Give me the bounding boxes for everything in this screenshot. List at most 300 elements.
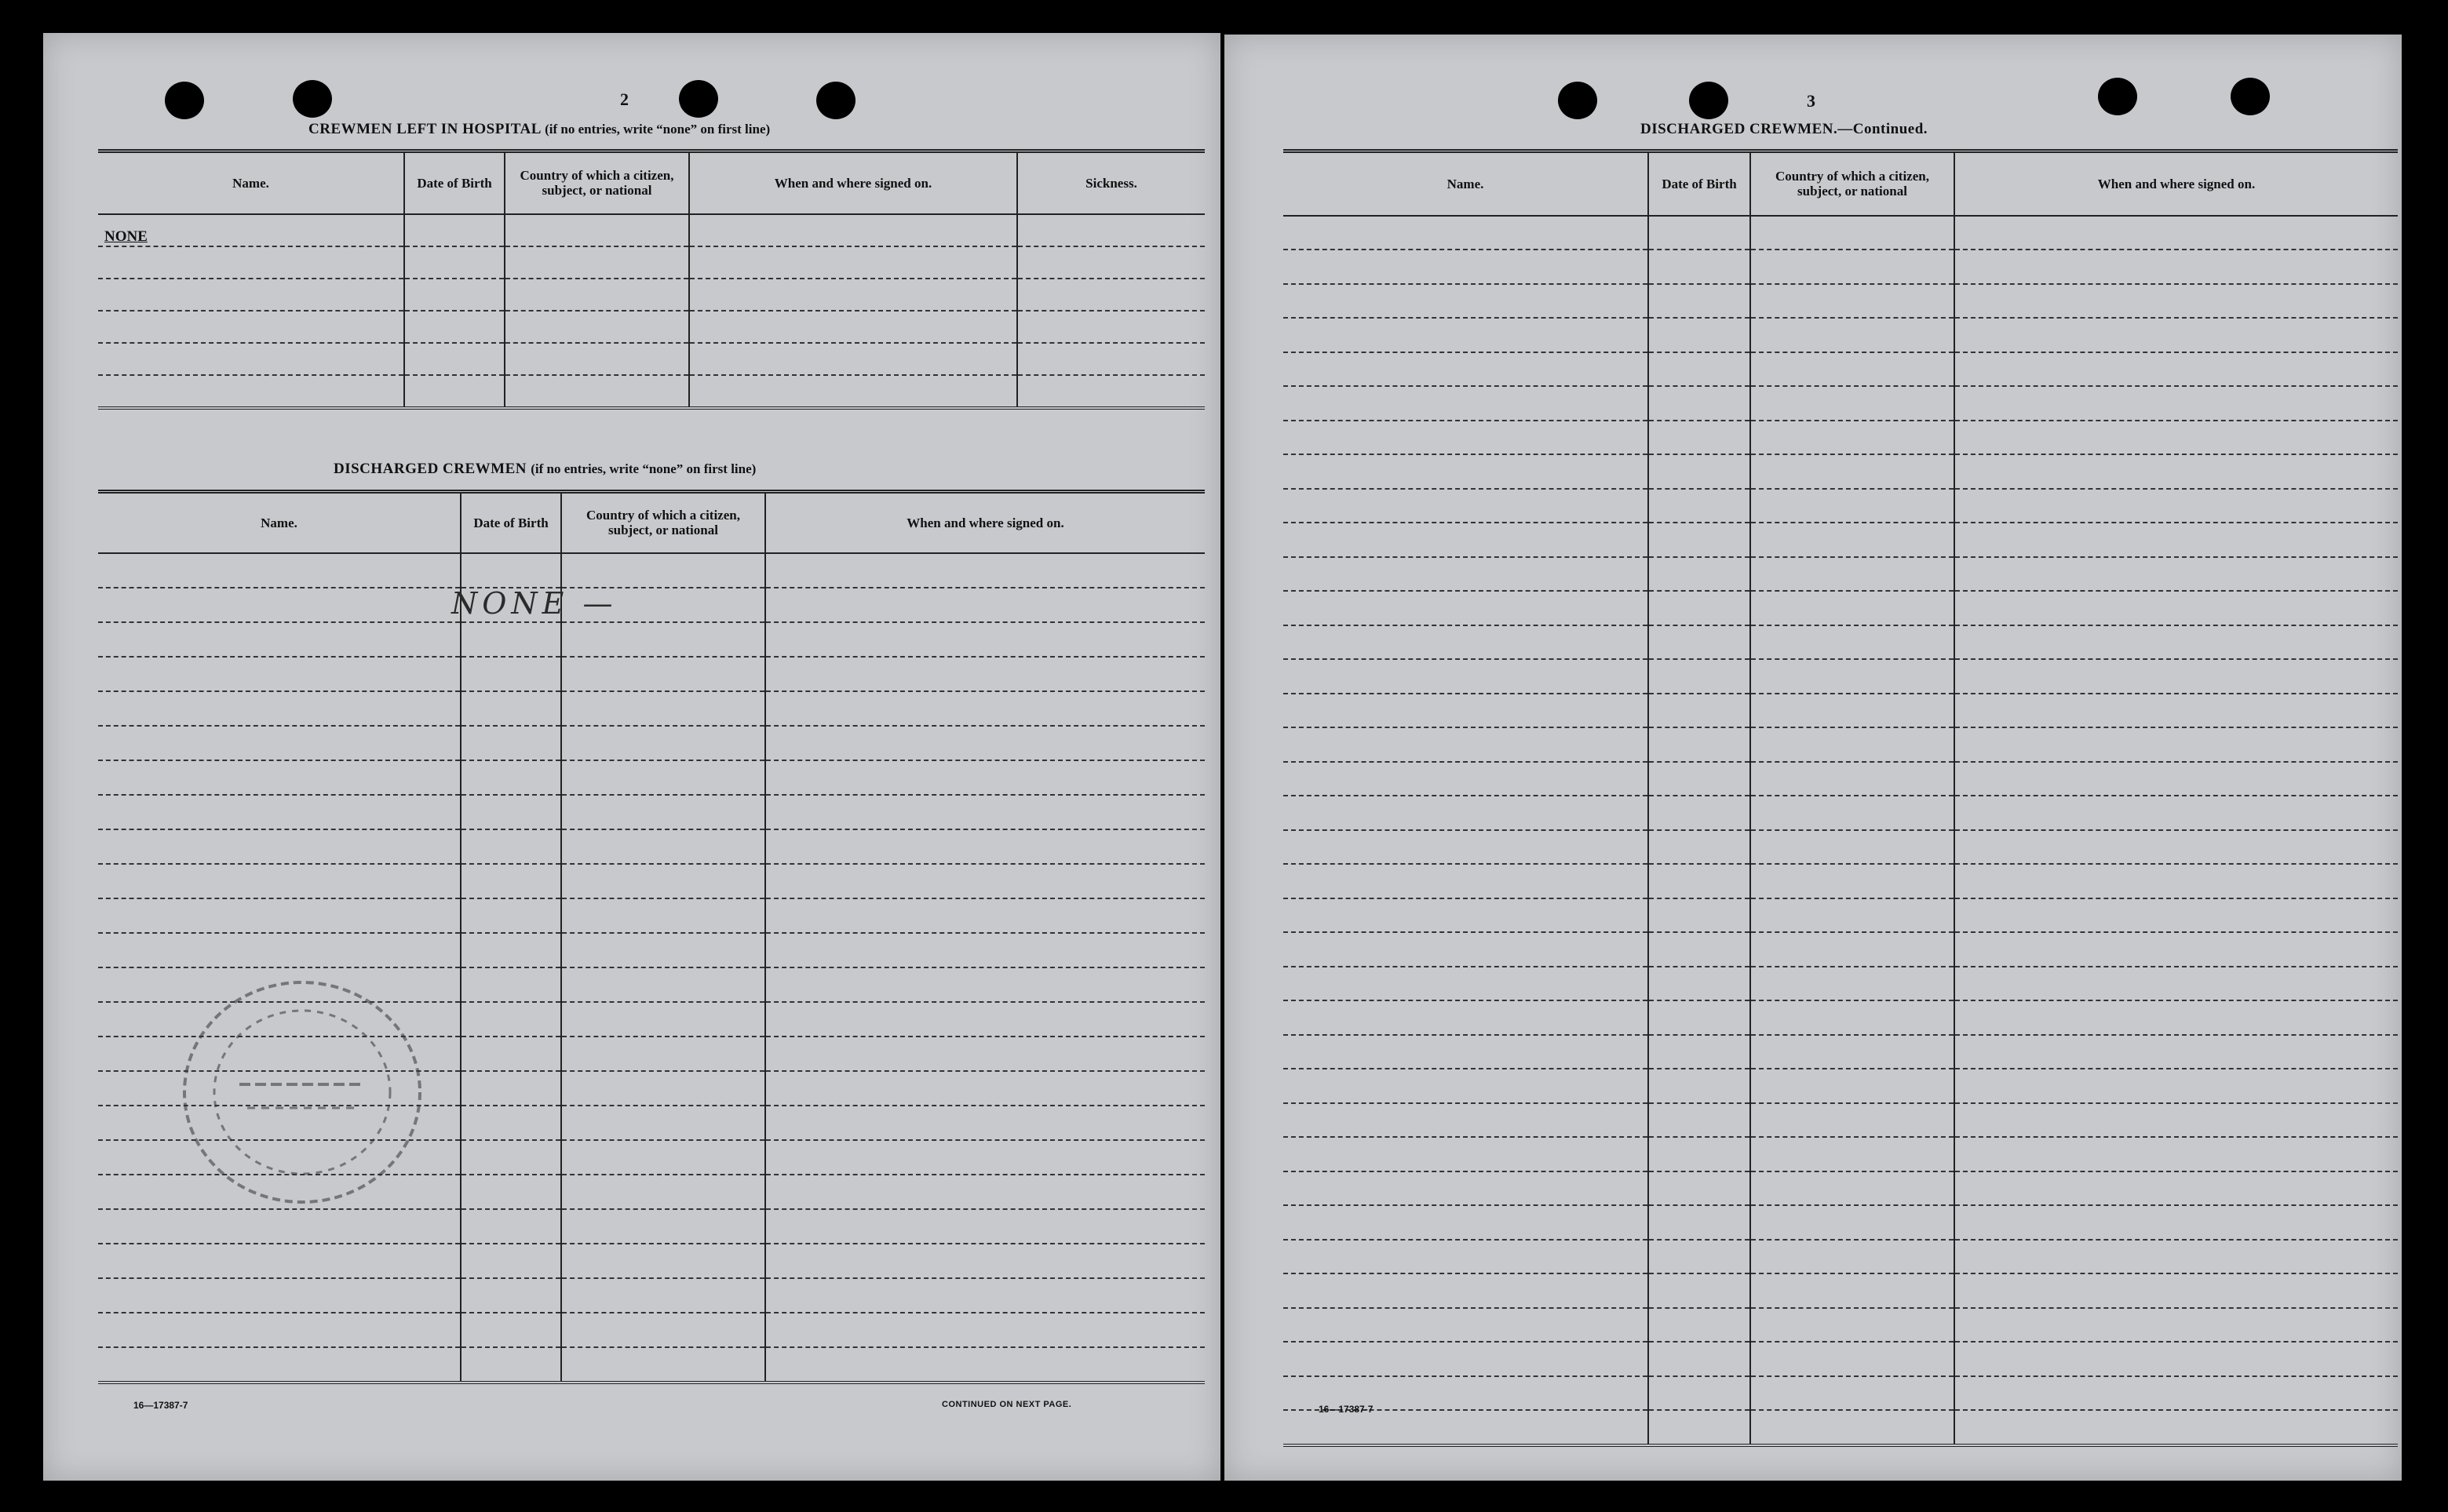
table-cell — [1954, 318, 2398, 352]
table-cell — [1648, 625, 1750, 660]
table-cell — [1648, 932, 1750, 967]
right-page — [1224, 35, 2402, 1481]
table-cell — [1750, 454, 1954, 489]
table-row — [98, 214, 1205, 246]
table-cell — [461, 1071, 561, 1106]
table-cell — [1954, 1137, 2398, 1171]
punch-hole — [293, 80, 332, 118]
table-cell — [505, 246, 689, 279]
table-cell — [1648, 1205, 1750, 1240]
table-row — [1283, 489, 2398, 523]
table-cell — [561, 967, 765, 1002]
table-cell — [1283, 318, 1648, 352]
table-cell — [1283, 250, 1648, 284]
table-row — [1283, 250, 2398, 284]
header-signed-on: When and where signed on. — [689, 151, 1017, 214]
table-cell — [1648, 1035, 1750, 1069]
table-row — [1283, 1410, 2398, 1445]
table-cell — [1750, 591, 1954, 625]
table-cell — [461, 1209, 561, 1244]
table-cell — [461, 1313, 561, 1347]
table-cell — [1283, 830, 1648, 865]
table-row — [1283, 1103, 2398, 1138]
table-cell — [1750, 1205, 1954, 1240]
table-cell — [561, 829, 765, 864]
table-cell — [561, 553, 765, 588]
table-cell — [1750, 864, 1954, 898]
table-cell — [1954, 932, 2398, 967]
table-row — [98, 343, 1205, 375]
table-cell — [1283, 898, 1648, 933]
discharged-title-main: DISCHARGED CREWMEN — [334, 461, 527, 477]
table-cell — [765, 1106, 1205, 1140]
table-row — [1283, 796, 2398, 830]
table-row — [1283, 557, 2398, 592]
table-cell — [461, 829, 561, 864]
table-cell — [1750, 1410, 1954, 1445]
discharged-section-title — [334, 461, 756, 478]
table-row — [98, 864, 1205, 898]
table-row — [1283, 1137, 2398, 1171]
table-cell — [1750, 659, 1954, 694]
table-cell — [1750, 250, 1954, 284]
table-row — [1283, 1273, 2398, 1308]
punch-hole — [679, 80, 718, 118]
table-cell — [98, 1313, 461, 1347]
table-cell — [461, 1002, 561, 1037]
table-row — [1283, 454, 2398, 489]
table-cell — [1283, 932, 1648, 967]
table-cell — [1283, 796, 1648, 830]
table-cell — [765, 691, 1205, 726]
left-page — [43, 33, 1220, 1481]
table-cell — [461, 1140, 561, 1175]
table-cell — [765, 657, 1205, 691]
table-row — [1283, 625, 2398, 660]
table-cell — [1283, 557, 1648, 592]
table-cell — [1750, 386, 1954, 421]
table-cell — [765, 795, 1205, 829]
table-cell — [1954, 386, 2398, 421]
table-cell — [1648, 1240, 1750, 1274]
table-cell — [505, 375, 689, 408]
table-cell — [765, 1347, 1205, 1383]
table-cell — [561, 1347, 765, 1383]
table-row — [1283, 284, 2398, 319]
table-cell — [461, 657, 561, 691]
table-cell — [1648, 1410, 1750, 1445]
table-cell — [98, 375, 404, 408]
table-row — [1283, 932, 2398, 967]
table-cell — [461, 864, 561, 898]
official-stamp-icon — [169, 967, 436, 1218]
table-cell — [561, 1244, 765, 1278]
table-cell — [1954, 1171, 2398, 1206]
table-cell — [1954, 421, 2398, 455]
table-cell — [1648, 216, 1750, 250]
table-cell — [561, 1106, 765, 1140]
table-cell — [1017, 375, 1205, 408]
table-cell — [1283, 1035, 1648, 1069]
form-code: 16—17387-7 — [1319, 1404, 1374, 1415]
table-cell — [765, 864, 1205, 898]
table-cell — [561, 864, 765, 898]
table-cell — [561, 622, 765, 657]
header-date-of-birth: Date of Birth — [404, 151, 505, 214]
table-cell — [1648, 1171, 1750, 1206]
continued-note: CONTINUED ON NEXT PAGE. — [942, 1400, 1072, 1409]
table-row — [98, 553, 1205, 588]
header-country: Country of which a citizen, subject, or national — [1750, 151, 1954, 216]
table-cell — [1648, 352, 1750, 387]
table-cell — [1954, 659, 2398, 694]
table-row — [98, 1244, 1205, 1278]
table-cell — [1283, 967, 1648, 1001]
table-row — [1283, 1205, 2398, 1240]
table-cell — [404, 246, 505, 279]
table-cell — [461, 726, 561, 760]
table-cell — [505, 343, 689, 375]
table-cell — [1283, 1103, 1648, 1138]
table-row — [1283, 1342, 2398, 1376]
table-cell — [1750, 1103, 1954, 1138]
table-cell — [1750, 421, 1954, 455]
table-cell — [1648, 898, 1750, 933]
header-date-of-birth: Date of Birth — [1648, 151, 1750, 216]
table-cell — [1648, 318, 1750, 352]
table-cell — [1954, 352, 2398, 387]
table-cell — [461, 691, 561, 726]
table-cell — [404, 375, 505, 408]
table-cell — [1283, 1069, 1648, 1103]
table-cell — [765, 967, 1205, 1002]
table-cell — [1017, 246, 1205, 279]
table-cell — [461, 1244, 561, 1278]
table-cell — [1750, 489, 1954, 523]
table-cell — [1750, 830, 1954, 865]
table-cell — [1954, 250, 2398, 284]
table-cell — [561, 726, 765, 760]
page-number: 3 — [1807, 91, 1815, 111]
table-cell — [98, 1347, 461, 1383]
discharged-continued-table — [1283, 149, 2398, 1447]
table-cell — [98, 343, 404, 375]
table-cell — [561, 1313, 765, 1347]
table-cell — [98, 795, 461, 829]
table-cell — [1750, 796, 1954, 830]
table-cell — [561, 1140, 765, 1175]
table-cell — [765, 726, 1205, 760]
table-row — [98, 1347, 1205, 1383]
hospital-table — [98, 149, 1205, 410]
discharged-table — [98, 490, 1205, 1384]
table-cell — [1750, 727, 1954, 762]
table-cell — [1283, 762, 1648, 796]
table-cell — [561, 1209, 765, 1244]
table-cell — [1283, 1240, 1648, 1274]
table-cell — [1283, 1171, 1648, 1206]
table-row — [98, 691, 1205, 726]
table-cell — [1648, 284, 1750, 319]
table-cell — [765, 933, 1205, 967]
table-row — [1283, 967, 2398, 1001]
table-row — [98, 375, 1205, 408]
table-cell — [461, 933, 561, 967]
table-cell — [689, 279, 1017, 311]
table-cell — [1954, 1308, 2398, 1343]
table-cell — [765, 1209, 1205, 1244]
table-cell — [1750, 1171, 1954, 1206]
table-row — [1283, 1376, 2398, 1411]
table-cell — [1648, 250, 1750, 284]
table-cell — [505, 214, 689, 246]
table-cell — [1954, 967, 2398, 1001]
table-cell — [461, 898, 561, 933]
table-row — [1283, 727, 2398, 762]
table-cell — [1648, 762, 1750, 796]
table-cell — [404, 343, 505, 375]
table-cell — [461, 1106, 561, 1140]
table-row — [98, 657, 1205, 691]
page-number: 2 — [620, 89, 629, 109]
table-cell — [1283, 352, 1648, 387]
table-cell — [461, 795, 561, 829]
table-cell — [1954, 284, 2398, 319]
table-cell — [1648, 727, 1750, 762]
table-cell — [1648, 1069, 1750, 1103]
header-name: Name. — [1283, 151, 1648, 216]
table-cell — [1750, 625, 1954, 660]
table-cell — [1283, 659, 1648, 694]
table-row — [1283, 1035, 2398, 1069]
table-cell — [1648, 796, 1750, 830]
table-row — [1283, 421, 2398, 455]
table-row — [1283, 386, 2398, 421]
table-cell — [98, 622, 461, 657]
table-cell — [98, 1278, 461, 1313]
table-row — [1283, 523, 2398, 557]
table-cell — [1283, 1273, 1648, 1308]
table-cell — [1954, 625, 2398, 660]
table-cell — [1283, 591, 1648, 625]
table-cell — [461, 1037, 561, 1071]
table-cell — [1283, 1342, 1648, 1376]
table-cell — [98, 898, 461, 933]
punch-hole — [1689, 82, 1728, 119]
punch-hole — [816, 82, 856, 119]
punch-hole — [1558, 82, 1597, 119]
table-row — [1283, 659, 2398, 694]
header-name: Name. — [98, 492, 461, 553]
hospital-title-instruction: (if no entries, write “none” on first line) — [545, 122, 771, 137]
table-cell — [1283, 727, 1648, 762]
table-cell — [1017, 214, 1205, 246]
table-cell — [1750, 318, 1954, 352]
table-cell — [1283, 1000, 1648, 1035]
table-cell — [689, 311, 1017, 343]
table-cell — [98, 588, 461, 622]
table-row — [1283, 318, 2398, 352]
table-cell — [1648, 1137, 1750, 1171]
table-cell — [1648, 489, 1750, 523]
table-cell — [1954, 1376, 2398, 1411]
table-cell — [1750, 216, 1954, 250]
table-cell — [1648, 694, 1750, 728]
table-cell — [1750, 1035, 1954, 1069]
table-cell — [98, 246, 404, 279]
table-cell — [98, 726, 461, 760]
table-cell — [1648, 591, 1750, 625]
header-country: Country of which a citizen, subject, or national — [505, 151, 689, 214]
table-row — [1283, 694, 2398, 728]
table-cell — [1283, 489, 1648, 523]
table-cell — [1954, 1103, 2398, 1138]
header-name: Name. — [98, 151, 404, 214]
table-cell — [98, 829, 461, 864]
table-cell — [561, 760, 765, 795]
table-cell — [461, 1347, 561, 1383]
table-cell — [689, 214, 1017, 246]
table-cell — [765, 1002, 1205, 1037]
table-cell — [1750, 1240, 1954, 1274]
table-cell — [1648, 864, 1750, 898]
table-cell — [1954, 489, 2398, 523]
table-cell — [1648, 967, 1750, 1001]
table-cell — [404, 311, 505, 343]
table-row — [98, 1313, 1205, 1347]
header-signed-on: When and where signed on. — [765, 492, 1205, 553]
table-cell — [561, 1278, 765, 1313]
discharged-continued-title: DISCHARGED CREWMEN.—Continued. — [1640, 121, 1928, 137]
table-row — [1283, 830, 2398, 865]
table-row — [98, 1278, 1205, 1313]
table-cell — [1283, 454, 1648, 489]
table-cell — [1954, 454, 2398, 489]
table-row — [98, 760, 1205, 795]
header-country: Country of which a citizen, subject, or national — [561, 492, 765, 553]
table-row — [1283, 1308, 2398, 1343]
table-cell — [1750, 762, 1954, 796]
table-cell — [1750, 1342, 1954, 1376]
table-cell — [561, 657, 765, 691]
table-cell — [1750, 932, 1954, 967]
table-cell — [1954, 523, 2398, 557]
table-cell — [765, 1175, 1205, 1209]
table-cell — [461, 967, 561, 1002]
table-row — [1283, 1240, 2398, 1274]
header-date-of-birth: Date of Birth — [461, 492, 561, 553]
table-cell — [1648, 830, 1750, 865]
table-cell — [98, 933, 461, 967]
table-cell — [1954, 727, 2398, 762]
table-row — [1283, 216, 2398, 250]
table-row — [1283, 1000, 2398, 1035]
table-cell — [1750, 898, 1954, 933]
hospital-title-main: CREWMEN LEFT IN HOSPITAL — [308, 121, 541, 137]
table-cell — [1648, 1342, 1750, 1376]
table-row — [1283, 864, 2398, 898]
table-cell — [505, 279, 689, 311]
table-cell — [1283, 1410, 1648, 1445]
table-cell — [1954, 830, 2398, 865]
punch-hole — [165, 82, 204, 119]
table-row — [1283, 352, 2398, 387]
table-cell — [98, 691, 461, 726]
table-cell — [1954, 1035, 2398, 1069]
table-cell — [1283, 864, 1648, 898]
table-row — [98, 246, 1205, 279]
table-cell — [561, 691, 765, 726]
table-cell — [1750, 1273, 1954, 1308]
table-cell — [1750, 1308, 1954, 1343]
table-cell — [98, 553, 461, 588]
table-cell — [1648, 1376, 1750, 1411]
table-cell — [765, 588, 1205, 622]
table-cell — [765, 553, 1205, 588]
table-cell — [1648, 1000, 1750, 1035]
table-cell — [1017, 343, 1205, 375]
table-cell — [98, 311, 404, 343]
table-cell — [1283, 284, 1648, 319]
table-cell — [765, 622, 1205, 657]
table-cell — [1750, 1000, 1954, 1035]
table-cell — [98, 864, 461, 898]
table-cell — [1954, 216, 2398, 250]
table-row — [98, 898, 1205, 933]
table-cell — [1017, 311, 1205, 343]
table-row — [98, 311, 1205, 343]
table-cell — [765, 1037, 1205, 1071]
table-cell — [1648, 1273, 1750, 1308]
table-cell — [1954, 864, 2398, 898]
table-cell — [505, 311, 689, 343]
table-cell — [1283, 216, 1648, 250]
table-cell — [765, 1313, 1205, 1347]
table-cell — [1648, 454, 1750, 489]
table-cell — [1954, 1240, 2398, 1274]
table-cell — [1954, 1069, 2398, 1103]
table-cell — [1283, 386, 1648, 421]
table-cell — [1954, 694, 2398, 728]
table-cell — [461, 1278, 561, 1313]
table-cell — [1283, 1308, 1648, 1343]
table-row — [1283, 591, 2398, 625]
table-cell — [765, 1140, 1205, 1175]
table-cell — [1283, 1137, 1648, 1171]
table-cell — [1750, 1376, 1954, 1411]
table-cell — [461, 760, 561, 795]
table-row — [1283, 898, 2398, 933]
table-cell — [1648, 1103, 1750, 1138]
table-cell — [1954, 1342, 2398, 1376]
table-cell — [561, 933, 765, 967]
table-cell — [765, 1278, 1205, 1313]
table-cell — [1954, 762, 2398, 796]
table-cell — [1648, 386, 1750, 421]
table-cell — [1648, 523, 1750, 557]
table-cell — [765, 760, 1205, 795]
table-cell — [1750, 284, 1954, 319]
punch-hole — [2231, 78, 2270, 115]
table-cell — [1750, 967, 1954, 1001]
header-sickness: Sickness. — [1017, 151, 1205, 214]
table-cell — [1750, 352, 1954, 387]
table-cell — [461, 622, 561, 657]
table-cell — [404, 279, 505, 311]
table-cell — [1283, 421, 1648, 455]
table-cell — [98, 279, 404, 311]
table-cell — [1283, 625, 1648, 660]
